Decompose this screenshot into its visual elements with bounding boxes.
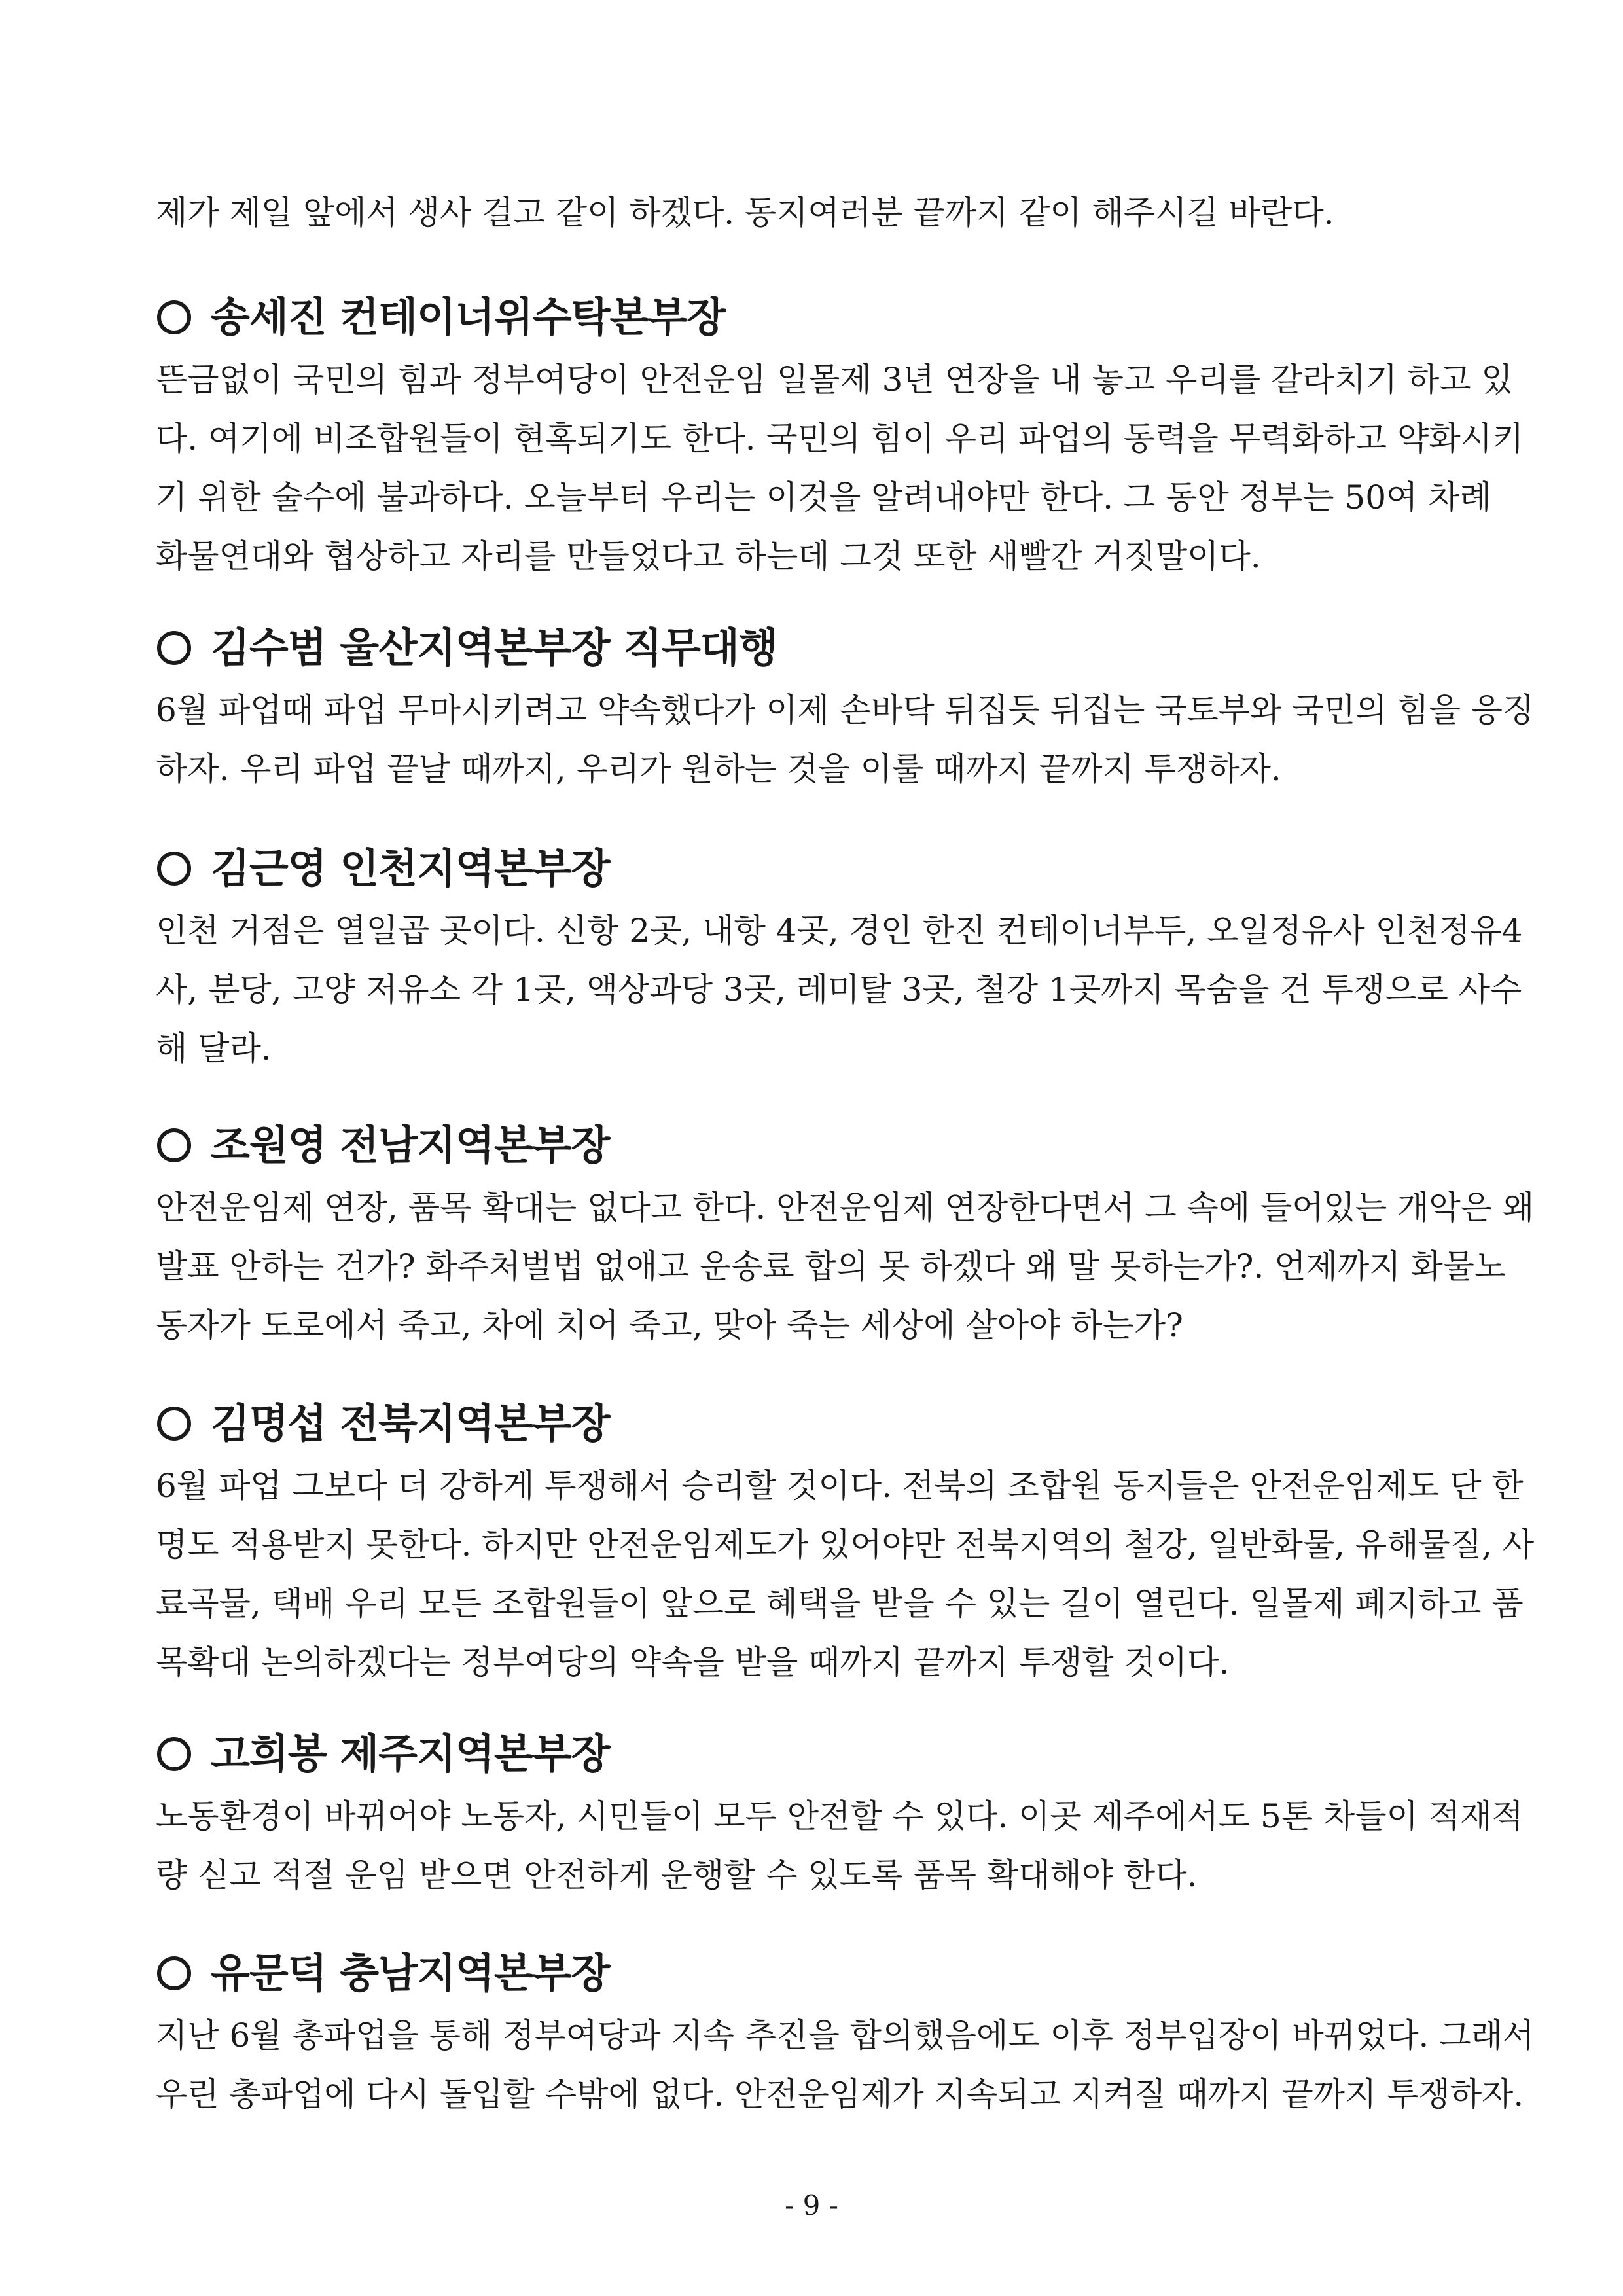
section-heading [156,1721,1471,1787]
paragraph-line: 인천 거점은 열일곱 곳이다. 신항 2곳, 내항 4곳, 경인 한진 컨테이너부두, 오일정유사 인천정유4 [156,912,1523,950]
speaker-section [156,285,1524,586]
speaker-section [156,836,1523,1078]
speaker-title: 김근영 인천지역본부장 [211,844,610,892]
paragraph-line: 하자. 우리 파업 끝날 때까지, 우리가 원하는 것을 이룰 때까지 끝까지 투쟁하자. [156,750,1281,788]
paragraph-line: 우린 총파업에 다시 돌입할 수밖에 없다. 안전운임제가 지속되고 지켜질 때까지 끝까지 투쟁하자. [156,2075,1524,2113]
circle-bullet-icon [157,1956,191,1990]
circle-bullet-icon [157,1128,191,1162]
paragraph-line: 목확대 논의하겠다는 정부여당의 약속을 받을 때까지 끝까지 투쟁할 것이다. [156,1643,1230,1681]
paragraph-line: 발표 안하는 건가? 화주처벌법 없애고 운송료 합의 못 하겠다 왜 말 못하는가?. 언제까지 화물노 [156,1247,1507,1285]
paragraph-line: 뜬금없이 국민의 힘과 정부여당이 안전운임 일몰제 3년 연장을 내 놓고 우리를 갈라치기 하고 있 [156,361,1513,399]
paragraph-line: 동자가 도로에서 죽고, 차에 치어 죽고, 맞아 죽는 세상에 살아야 하는가? [156,1306,1183,1344]
paragraph-line: 명도 적용받지 못한다. 하지만 안전운임제도가 있어야만 전북지역의 철강, 일반화물, 유해물질, 사 [156,1526,1535,1564]
paragraph-line: 안전운임제 연장, 품목 확대는 없다고 한다. 안전운임제 연장한다면서 그 속에 들어있는 개악은 왜 [156,1189,1535,1227]
section-heading [156,836,1471,901]
speaker-section [156,615,1535,798]
section-heading [156,615,1471,681]
paragraph-line: 사, 분당, 고양 저유소 각 1곳, 액상과당 3곳, 레미탈 3곳, 철강 1곳까지 목숨을 건 투쟁으로 사수 [156,971,1522,1009]
intro-paragraph [156,183,1471,242]
circle-bullet-icon [157,1737,191,1771]
paragraph-line: 다. 여기에 비조합원들이 현혹되기도 한다. 국민의 힘이 우리 파업의 동력을 무력화하고 약화시키 [156,420,1524,457]
section-heading [156,1941,1471,2006]
section-heading [156,1391,1471,1456]
paragraph-line: 6월 파업때 파업 무마시키려고 약속했다가 이제 손바닥 뒤집듯 뒤집는 국토부와 국민의 힘을 응징 [156,691,1535,729]
circle-bullet-icon [157,631,191,665]
speaker-title: 유문덕 충남지역본부장 [211,1949,610,1997]
speaker-section [156,1113,1535,1355]
paragraph-line: 6월 파업 그보다 더 강하게 투쟁해서 승리할 것이다. 전북의 조합원 동지들은 안전운임제도 단 한 [156,1467,1524,1505]
circle-bullet-icon [157,852,191,886]
speaker-title: 송세진 컨테이너위수탁본부장 [211,293,726,341]
speaker-title: 조원영 전남지역본부장 [211,1121,610,1169]
speaker-section [156,1941,1535,2124]
circle-bullet-icon [157,1407,191,1441]
paragraph-line: 화물연대와 협상하고 자리를 만들었다고 하는데 그것 또한 새빨간 거짓말이다. [156,537,1261,575]
paragraph-line: 량 싣고 적절 운임 받으면 안전하게 운행할 수 있도록 품목 확대해야 한다. [156,1856,1198,1894]
section-heading [156,285,1471,350]
speaker-section [156,1721,1524,1905]
speaker-title: 김명섭 전북지역본부장 [211,1399,610,1447]
paragraph-line: 제가 제일 앞에서 생사 걸고 같이 하겠다. 동지여러분 끝까지 같이 해주시길 바란다. [156,194,1334,232]
paragraph-line: 지난 6월 총파업을 통해 정부여당과 지속 추진을 합의했음에도 이후 정부입장이 바뀌었다. 그래서 [156,2017,1535,2054]
paragraph-line: 료곡물, 택배 우리 모든 조합원들이 앞으로 혜택을 받을 수 있는 길이 열린다. 일몰제 폐지하고 품 [156,1585,1524,1623]
paragraph-line: 기 위한 술수에 불과하다. 오늘부터 우리는 이것을 알려내야만 한다. 그 동안 정부는 50여 차례 [156,478,1491,516]
paragraph-line: 해 달라. [156,1030,272,1067]
speaker-title: 김수범 울산지역본부장 직무대행 [211,624,777,672]
speaker-section [156,1391,1535,1692]
circle-bullet-icon [157,300,191,334]
page-number: - 9 - [785,2189,838,2221]
speaker-title: 고희봉 제주지역본부장 [211,1730,610,1778]
section-heading [156,1113,1471,1178]
paragraph-line: 노동환경이 바뀌어야 노동자, 시민들이 모두 안전할 수 있다. 이곳 제주에서도 5톤 차들이 적재적 [156,1797,1524,1835]
